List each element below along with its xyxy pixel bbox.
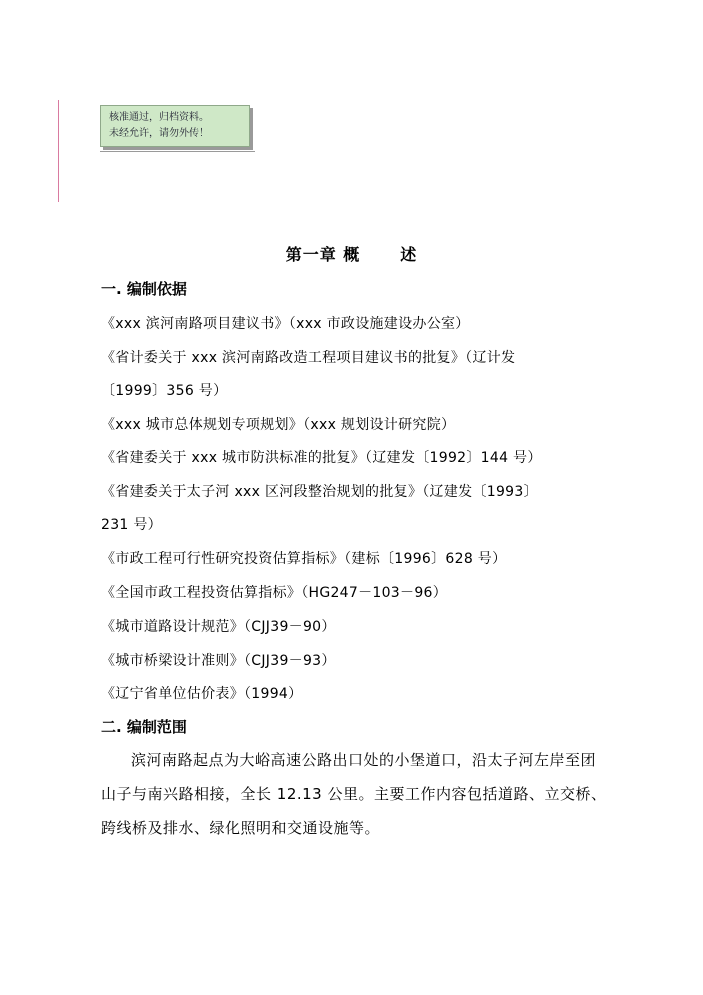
reference-line: 231 号） (101, 517, 162, 533)
scope-paragraph: 滨河南路起点为大峪高速公路出口处的小堡道口，沿太子河左岸至团山子与南兴路相接，全长 12.13 公里。主要工作内容包括道路、立交桥、跨线桥及排水、绿化照明和交通设施等。 (101, 751, 607, 837)
reference-line: 《省建委关于 xxx 城市防洪标准的批复》（辽建发〔1992〕144 号） (101, 450, 542, 466)
reference-line: 《xxx 城市总体规划专项规划》（xxx 规划设计研究院） (101, 417, 456, 433)
reference-line: 《xxx 滨河南路项目建议书》（xxx 市政设施建设办公室） (101, 316, 470, 332)
chapter-title-part2: 述 (400, 245, 418, 264)
approval-stamp (100, 105, 250, 147)
section-heading-scope: 二. 编制范围 (101, 718, 187, 736)
reference-line: 《城市桥梁设计准则》（CJJ39－93） (101, 653, 336, 669)
reference-line: 《省建委关于太子河 xxx 区河段整治规划的批复》（辽建发〔1993〕 (101, 484, 538, 500)
reference-line: 〔1999〕356 号） (101, 383, 228, 399)
chapter-title (0, 242, 703, 265)
stamp-line-1: 核准通过，归档资料。 (109, 112, 209, 123)
reference-line: 《全国市政工程投资估算指标》（HG247－103－96） (101, 585, 448, 601)
reference-line: 《城市道路设计规范》（CJJ39－90） (101, 619, 336, 635)
reference-line: 《市政工程可行性研究投资估算指标》（建标〔1996〕628 号） (101, 551, 507, 567)
margin-line (58, 100, 59, 202)
reference-line: 《省计委关于 xxx 滨河南路改造工程项目建议书的批复》（辽计发 (101, 350, 516, 366)
stamp-underline (100, 151, 255, 152)
chapter-title-part1: 第一章 概 (285, 245, 361, 264)
section-heading-basis: 一. 编制依据 (101, 280, 187, 298)
reference-line: 《辽宁省单位估价表》（1994） (101, 686, 303, 702)
stamp-line-2: 未经允许，请勿外传！ (109, 128, 209, 139)
